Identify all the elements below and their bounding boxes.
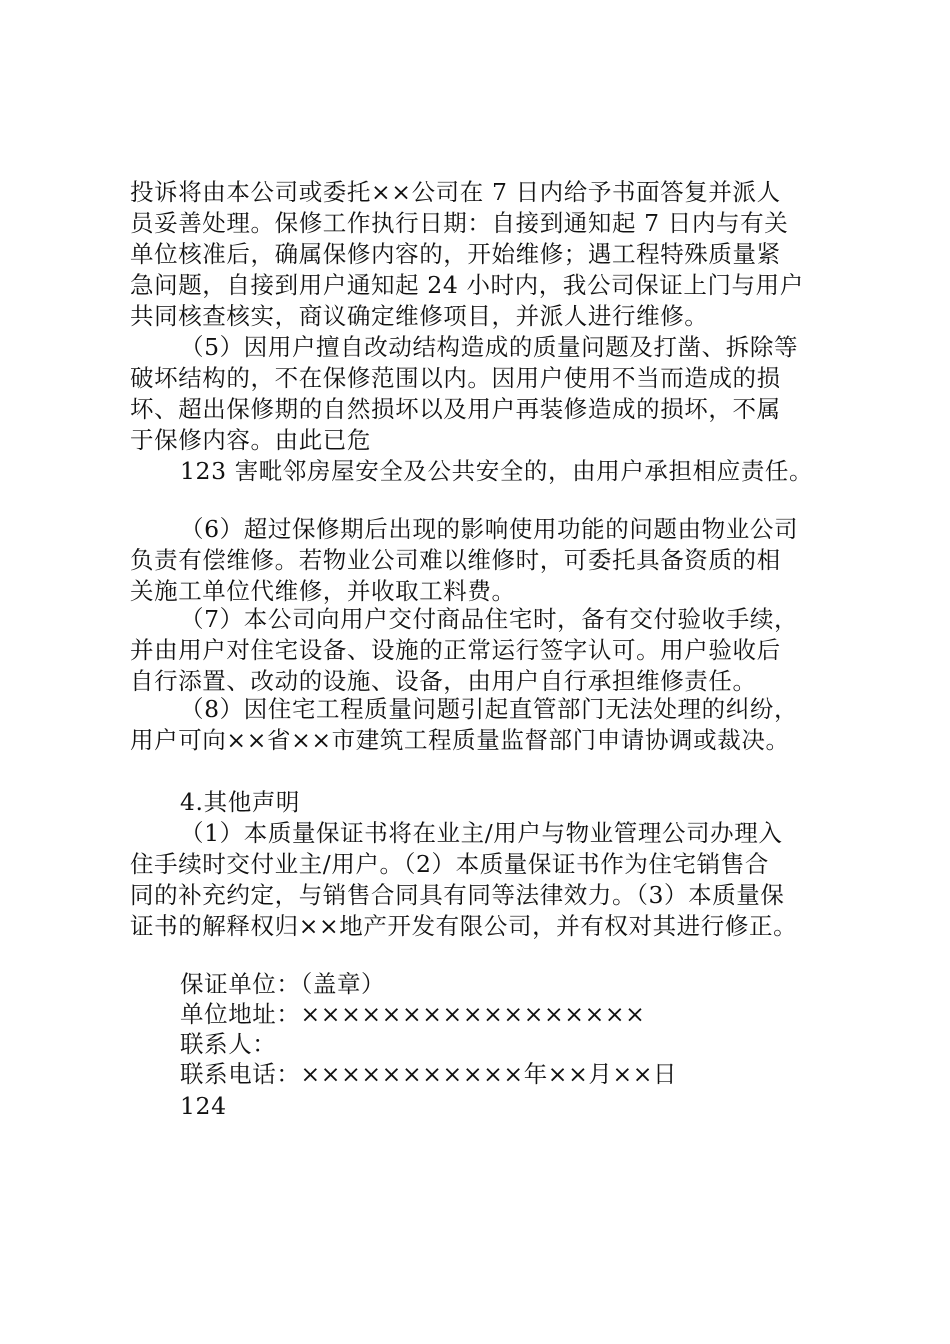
paragraph-line: 自行添置、改动的设施、设备，由用户自行承担维修责任。: [130, 667, 757, 695]
paragraph-line: 急问题，自接到用户通知起 24 小时内，我公司保证上门与用户: [130, 271, 804, 299]
paragraph-line: 住手续时交付业主/用户。（2）本质量保证书作为住宅销售合: [130, 850, 769, 878]
paragraph-line: 坏、超出保修期的自然损坏以及用户再装修造成的损坏，不属: [130, 395, 781, 423]
paragraph-line: （1）本质量保证书将在业主/用户与物业管理公司办理入: [180, 819, 783, 847]
contact-person: 联系人：: [180, 1030, 277, 1058]
paragraph-line: （8）因住宅工程质量问题引起直管部门无法处理的纠纷，: [180, 695, 799, 723]
paragraph-line: 关施工单位代维修，并收取工料费。: [130, 577, 516, 605]
contact-phone-date: 联系电话：×××××××××××年××月××日: [180, 1060, 678, 1088]
paragraph-line: 员妥善处理。保修工作执行日期：自接到通知起 7 日内与有关: [130, 209, 789, 237]
paragraph-line: 用户可向××省××市建筑工程质量监督部门申请协调或裁决。: [130, 726, 790, 754]
section-heading: 4.其他声明: [180, 788, 301, 816]
paragraph-line: 负责有偿维修。若物业公司难以维修时，可委托具备资质的相: [130, 546, 781, 574]
page-number: 124: [180, 1092, 227, 1120]
paragraph-line: 同的补充约定，与销售合同具有同等法律效力。（3）本质量保: [130, 881, 785, 909]
paragraph-line: （7）本公司向用户交付商品住宅时，备有交付验收手续，: [180, 605, 799, 633]
unit-address: 单位地址：×××××××××××××××××: [180, 1000, 646, 1028]
paragraph-line: 破坏结构的，不在保修范围以内。因用户使用不当而造成的损: [130, 364, 781, 392]
paragraph-line: （5）因用户擅自改动结构造成的质量问题及打凿、拆除等: [180, 333, 799, 361]
paragraph-line: （6）超过保修期后出现的影响使用功能的问题由物业公司: [180, 515, 799, 543]
paragraph-line: 123 害毗邻房屋安全及公共安全的，由用户承担相应责任。: [180, 457, 814, 485]
paragraph-line: 并由用户对住宅设备、设施的正常运行签字认可。用户验收后: [130, 636, 781, 664]
paragraph-line: 共同核查核实，商议确定维修项目，并派人进行维修。: [130, 302, 709, 330]
paragraph-line: 单位核准后，确属保修内容的，开始维修；遇工程特殊质量紧: [130, 240, 781, 268]
paragraph-line: 证书的解释权归××地产开发有限公司，并有权对其进行修正。: [130, 912, 798, 940]
guarantee-unit: 保证单位：（盖章）: [180, 970, 386, 998]
paragraph-line: 于保修内容。由此已危: [130, 426, 371, 454]
paragraph-line: 投诉将由本公司或委托××公司在 7 日内给予书面答复并派人: [130, 178, 781, 206]
